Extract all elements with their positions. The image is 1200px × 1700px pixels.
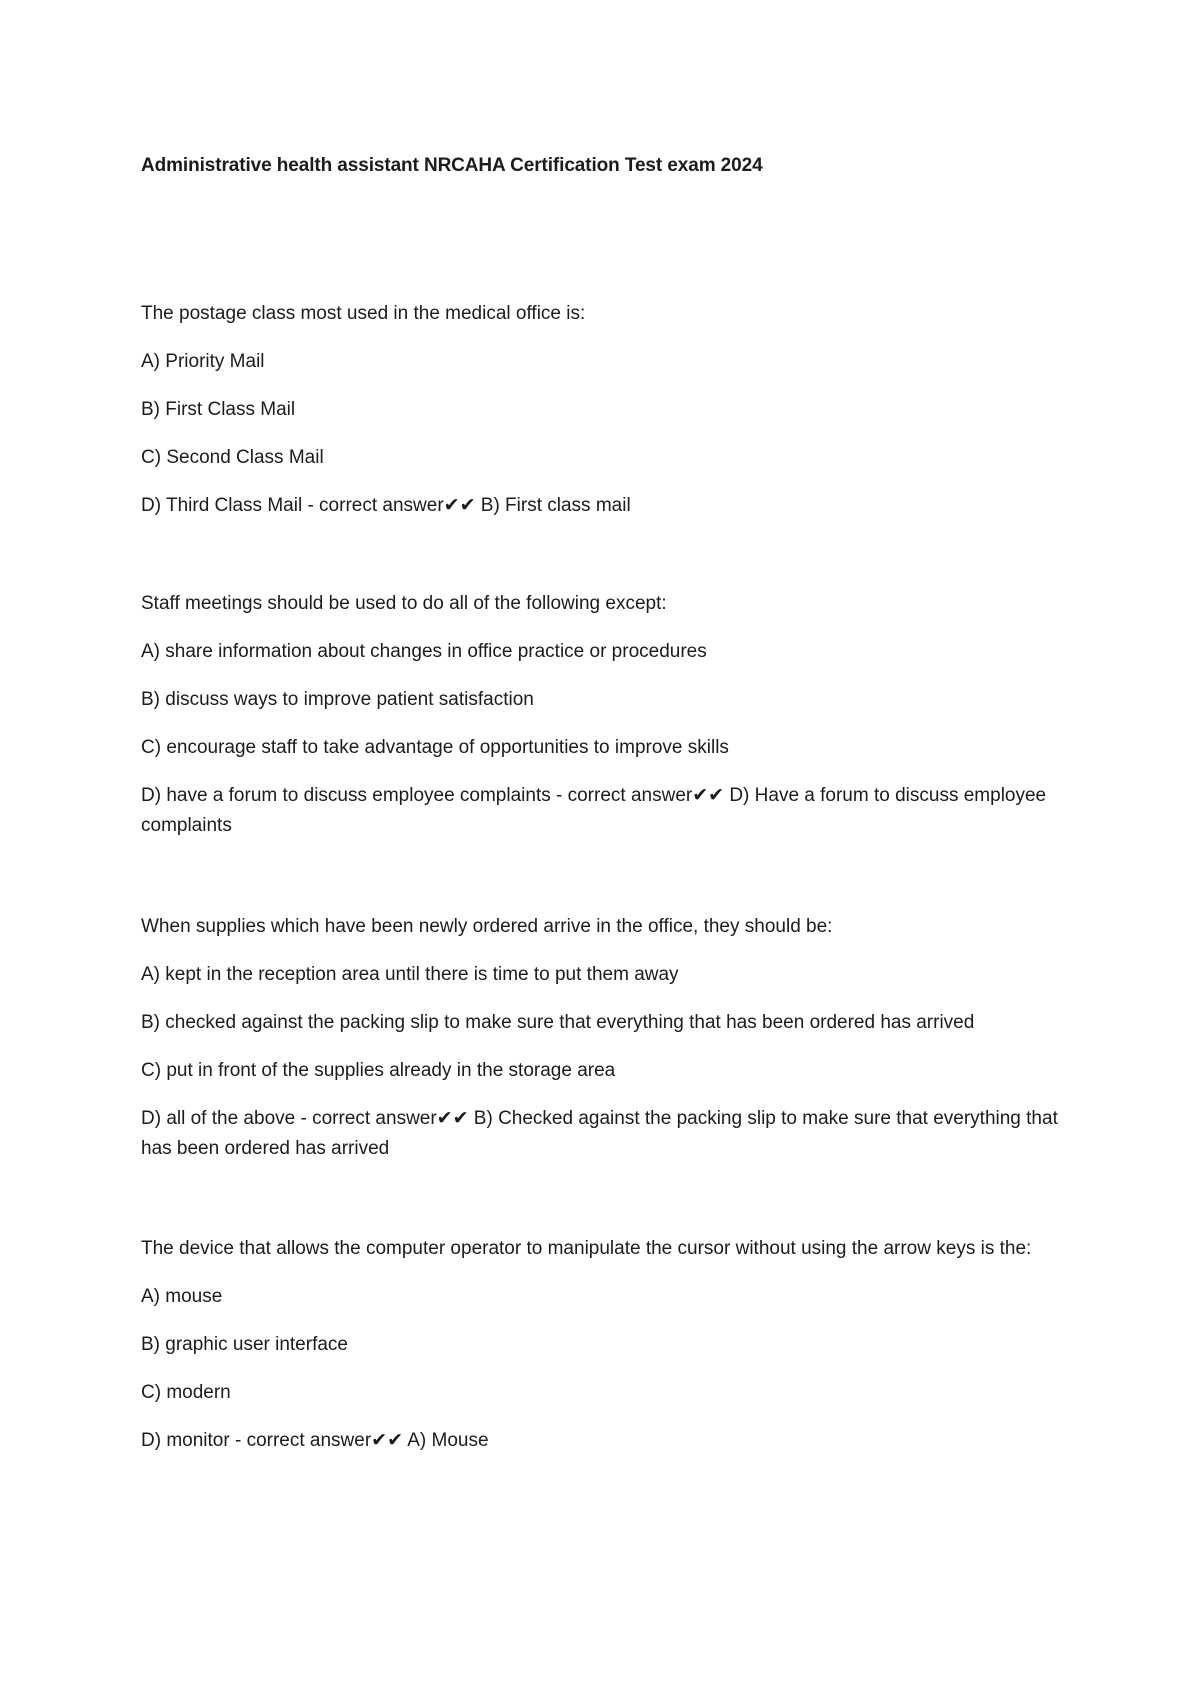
answer-option: A) share information about changes in office practice or procedures — [141, 641, 707, 662]
answer-option-with-correct-answer: D) monitor - correct answer✔✔ A) Mouse — [141, 1430, 489, 1451]
answer-option: C) put in front of the supplies already in the storage area — [141, 1060, 616, 1081]
question-block — [141, 1234, 1061, 1456]
answer-option: B) First Class Mail — [141, 399, 296, 420]
answer-option: C) modern — [141, 1382, 231, 1403]
answer-option: B) graphic user interface — [141, 1334, 348, 1355]
question-stem: When supplies which have been newly ordered arrive in the office, they should be: — [141, 916, 833, 937]
question-stem: The postage class most used in the medical office is: — [141, 303, 586, 324]
document-title: Administrative health assistant NRCAHA Certification Test exam 2024 — [141, 155, 763, 176]
answer-option: A) Priority Mail — [141, 351, 265, 372]
question-block — [141, 589, 1061, 841]
answer-option: C) encourage staff to take advantage of opportunities to improve skills — [141, 737, 729, 758]
answer-option-with-correct-answer: D) all of the above - correct answer✔✔ B) Checked against the packing slip to make sure that everything that has been ordered has arrived — [141, 1108, 1058, 1159]
question-block — [141, 912, 1061, 1164]
answer-option: C) Second Class Mail — [141, 447, 324, 468]
answer-option: A) mouse — [141, 1286, 223, 1307]
answer-option-with-correct-answer: D) Third Class Mail - correct answer✔✔ B) First class mail — [141, 495, 631, 516]
answer-option-with-correct-answer: D) have a forum to discuss employee complaints - correct answer✔✔ D) Have a forum to discuss employee complaints — [141, 785, 1047, 836]
question-stem: The device that allows the computer operator to manipulate the cursor without using the arrow keys is the: — [141, 1238, 1032, 1259]
answer-option: A) kept in the reception area until there is time to put them away — [141, 964, 679, 985]
answer-option: B) checked against the packing slip to make sure that everything that has been ordered has arrived — [141, 1012, 975, 1033]
answer-option: B) discuss ways to improve patient satisfaction — [141, 689, 534, 710]
question-block — [141, 299, 1061, 521]
question-stem: Staff meetings should be used to do all of the following except: — [141, 593, 667, 614]
